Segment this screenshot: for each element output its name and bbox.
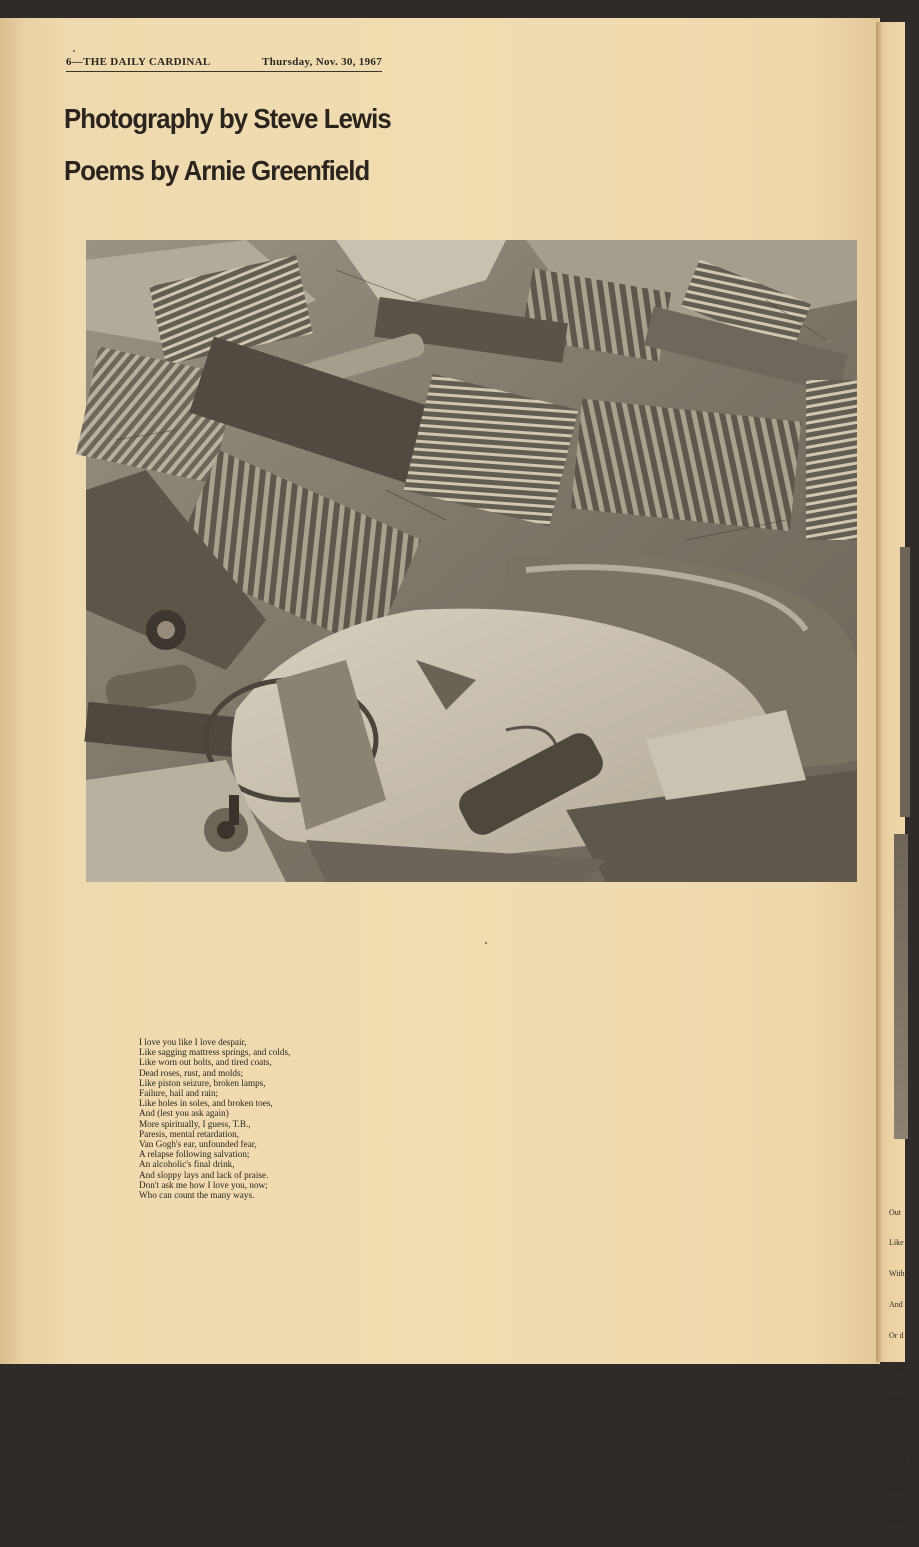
poem-line: And sloppy lays and lack of praise. (139, 1169, 269, 1180)
fragment-line: And (889, 1485, 903, 1495)
poem-line: Dead roses, rust, and molds; (139, 1067, 244, 1078)
poem-body (139, 1037, 379, 1200)
adjacent-page-edge (876, 22, 907, 1526)
poem-line: Who can count the many ways. (139, 1190, 255, 1201)
junk-pile-photo-illustration (86, 240, 857, 882)
fragment-line: Like (889, 1362, 904, 1372)
poem-line: Like holes in soles, and broken toes, (139, 1098, 273, 1109)
junk-pile-photograph (86, 240, 857, 882)
fragment-line: Whic (889, 1516, 907, 1526)
fragment-line: Like (889, 1238, 904, 1248)
poem-line: And (lest you ask again) (139, 1108, 229, 1119)
poem-line: A relapse following salvation; (139, 1149, 250, 1160)
page-fold-shadow (0, 18, 22, 1364)
dateline-date: Thursday, Nov. 30, 1967 (262, 56, 382, 68)
headline-photography-credit: Photography by Steve Lewis (64, 103, 391, 134)
dateline-page-and-paper: 6—THE DAILY CARDINAL (66, 56, 211, 68)
newspaper-page (0, 18, 880, 1364)
poem-line: More spiritually, I guess, T.B., (139, 1118, 251, 1129)
adjacent-page-poem-fragment (889, 1187, 919, 1547)
fragment-line: Out (889, 1207, 901, 1217)
poem-line: An alcoholic's final drink, (139, 1159, 235, 1170)
paper-speck (73, 50, 75, 52)
poem-line: Like sagging mattress springs, and colds, (139, 1047, 291, 1058)
poem-line: I love you like I love despair, (139, 1037, 247, 1047)
fragment-line: And (889, 1423, 903, 1433)
fragment-line: And (889, 1300, 903, 1310)
fragment-line: Or d (889, 1331, 904, 1341)
poem-line: Like piston seizure, broken lamps, (139, 1077, 266, 1088)
paper-speck (485, 942, 487, 944)
poem-line: Like worn out bolts, and tired coats, (139, 1057, 272, 1068)
poem-line: Van Gogh's ear, unfounded fear, (139, 1139, 257, 1150)
dateline (66, 55, 382, 72)
adjacent-page-photo-strip (894, 834, 908, 1139)
fragment-line: Sung (889, 1454, 906, 1464)
headline-poems-credit: Poems by Arnie Greenfield (64, 155, 370, 186)
poem-line: Failure, hail and rain; (139, 1088, 219, 1099)
fragment-line: With (889, 1269, 905, 1279)
fragment-line: She' (889, 1392, 903, 1402)
poem-line: Don't ask me how I love you, now; (139, 1179, 268, 1190)
poem-line: Paresis, mental retardation, (139, 1128, 240, 1139)
adjacent-page-photo-strip (900, 547, 910, 817)
